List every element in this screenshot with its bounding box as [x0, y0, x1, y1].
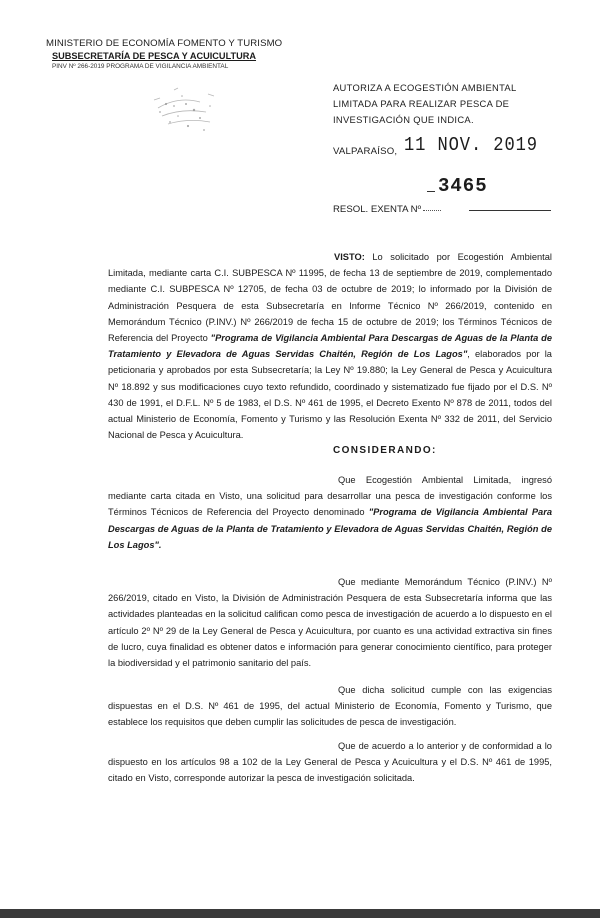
considerando-3 [108, 682, 552, 731]
resolution-label: RESOL. EXENTA Nº [333, 204, 422, 215]
considerando-2 [108, 574, 552, 671]
considerando-1-lead: Que Ecogestión Ambiental Limitada, ingresó [338, 475, 552, 485]
visto-project-name: "Programa de Vigilancia Ambiental Para Descargas de Aguas de la Planta de Tratamiento y Elevadora de Aguas Servidas Chaitén, Región de Los Lagos" [108, 333, 552, 360]
resolution-line [333, 204, 551, 215]
considerando-1-project: "Programa de Vigilancia Ambiental Para Descargas de Aguas de la Planta de Tratamiento y Elevadora de Aguas Servidas Chaitén, Región de Los Lagos". [108, 507, 552, 550]
program-reference: PINV Nº 266-2019 PROGRAMA DE VIGILANCIA AMBIENTAL [52, 63, 229, 70]
place-label: VALPARAÍSO, [333, 146, 398, 157]
handwritten-dash [427, 191, 435, 192]
considerando-2-lead: Que mediante Memorándum Técnico (P.INV.) Nº [338, 577, 552, 587]
considerando-3-lead: Que dicha solicitud cumple con las exigencias [338, 685, 552, 695]
considerando-heading: CONSIDERANDO: [333, 445, 437, 456]
considerando-2-body: 266/2019, citado en Visto, la División de Administración Pesquera de esta Subsecretaría informa que las actividades planteadas en la solicitud califican como pesca de investigación de acuerdo a lo dispuesto en el artículo 2º Nº 29 de la Ley General de Pesca y Acuicultura, por cuanto es una actividad extractiva sin fines de lucro, cuya finalidad es obtener datos e información para generar conocimiento científico, para proteger la biodiversidad y el patrimonio sanitario del país. [108, 593, 552, 669]
faded-stamp-mark [148, 82, 226, 140]
considerando-4-body: lo dispuesto en los artículos 98 a 102 de la Ley General de Pesca y Acuicultura y el D.S. Nº 461 de 1995, citado en Visto, corresponde autorizar la pesca de investigación solicitada. [108, 741, 552, 784]
considerando-4 [108, 738, 552, 787]
visto-text-1: Lo solicitado por Ecogestión Ambiental Limitada, mediante carta C.I. SUBPESCA Nº 11995, de fecha 13 de septiembre de 2019, complementado mediante C.I. SUBPESCA Nº 12705, de fecha 03 de octubre de 2019; lo informado por la División de Administración Pesquera de esta Subsecretaría en Informe Técnico Nº 266/2019, contenido en Memorándum Técnico (P.INV.) Nº 266/2019 de fecha 15 de octubre de 2019; los Términos Técnicos de Referencia del Proyecto [108, 252, 552, 344]
visto-paragraph [108, 249, 552, 443]
visto-text-2: , elaborados por la peticionaria y aprobados por esta Subsecretaría; la Ley Nº 19.880; la Ley General de Pesca y Acuicultura Nº 18.892 y sus modificaciones cuyo texto refundido, coordinado y sistematizado fue fijado por el D.S. Nº 430 de 1991, el D.F.L. Nº 5 de 1983, el D.S. Nº 461 de 1995, el Decreto Exento Nº 878 de 2011, todos del actual Ministerio de Economía, Fomento y Turismo y las Resolución Exenta Nº 332 de 2011, del Servicio Nacional de Pesca y Acuicultura. [108, 349, 552, 441]
resolution-subject: AUTORIZA A ECOGESTIÓN AMBIENTAL LIMITADA PARA REALIZAR PESCA DE INVESTIGACIÓN QUE INDICA. [333, 82, 517, 125]
number-underline-short [423, 210, 441, 211]
date-stamp: 11 NOV. 2019 [404, 134, 538, 156]
number-underline [469, 210, 551, 211]
ministry-name: MINISTERIO DE ECONOMÍA FOMENTO Y TURISMO [46, 38, 283, 49]
considerando-1 [108, 472, 552, 553]
considerando-3-body: dispuestas en el D.S. Nº 461 de 1995, del actual Ministerio de Economía, Fomento y Turismo, que establece los requisitos que deben cumplir las solicitudes de pesca de investigación. [108, 701, 552, 728]
subsecretaria-name: SUBSECRETARÍA DE PESCA Y ACUICULTURA [52, 51, 257, 61]
considerando-1-body: mediante carta citada en Visto, una solicitud para desarrollar una pesca de investigación conforme los Términos Técnicos de Referencia del Proyecto denominado [108, 491, 552, 518]
letterhead [46, 38, 283, 71]
scan-edge-shadow [0, 909, 600, 918]
considerando-4-lead: Que de acuerdo a lo anterior y de conformidad a [338, 741, 542, 751]
resolution-number: 3465 [438, 175, 488, 197]
visto-label: VISTO: [334, 252, 365, 262]
